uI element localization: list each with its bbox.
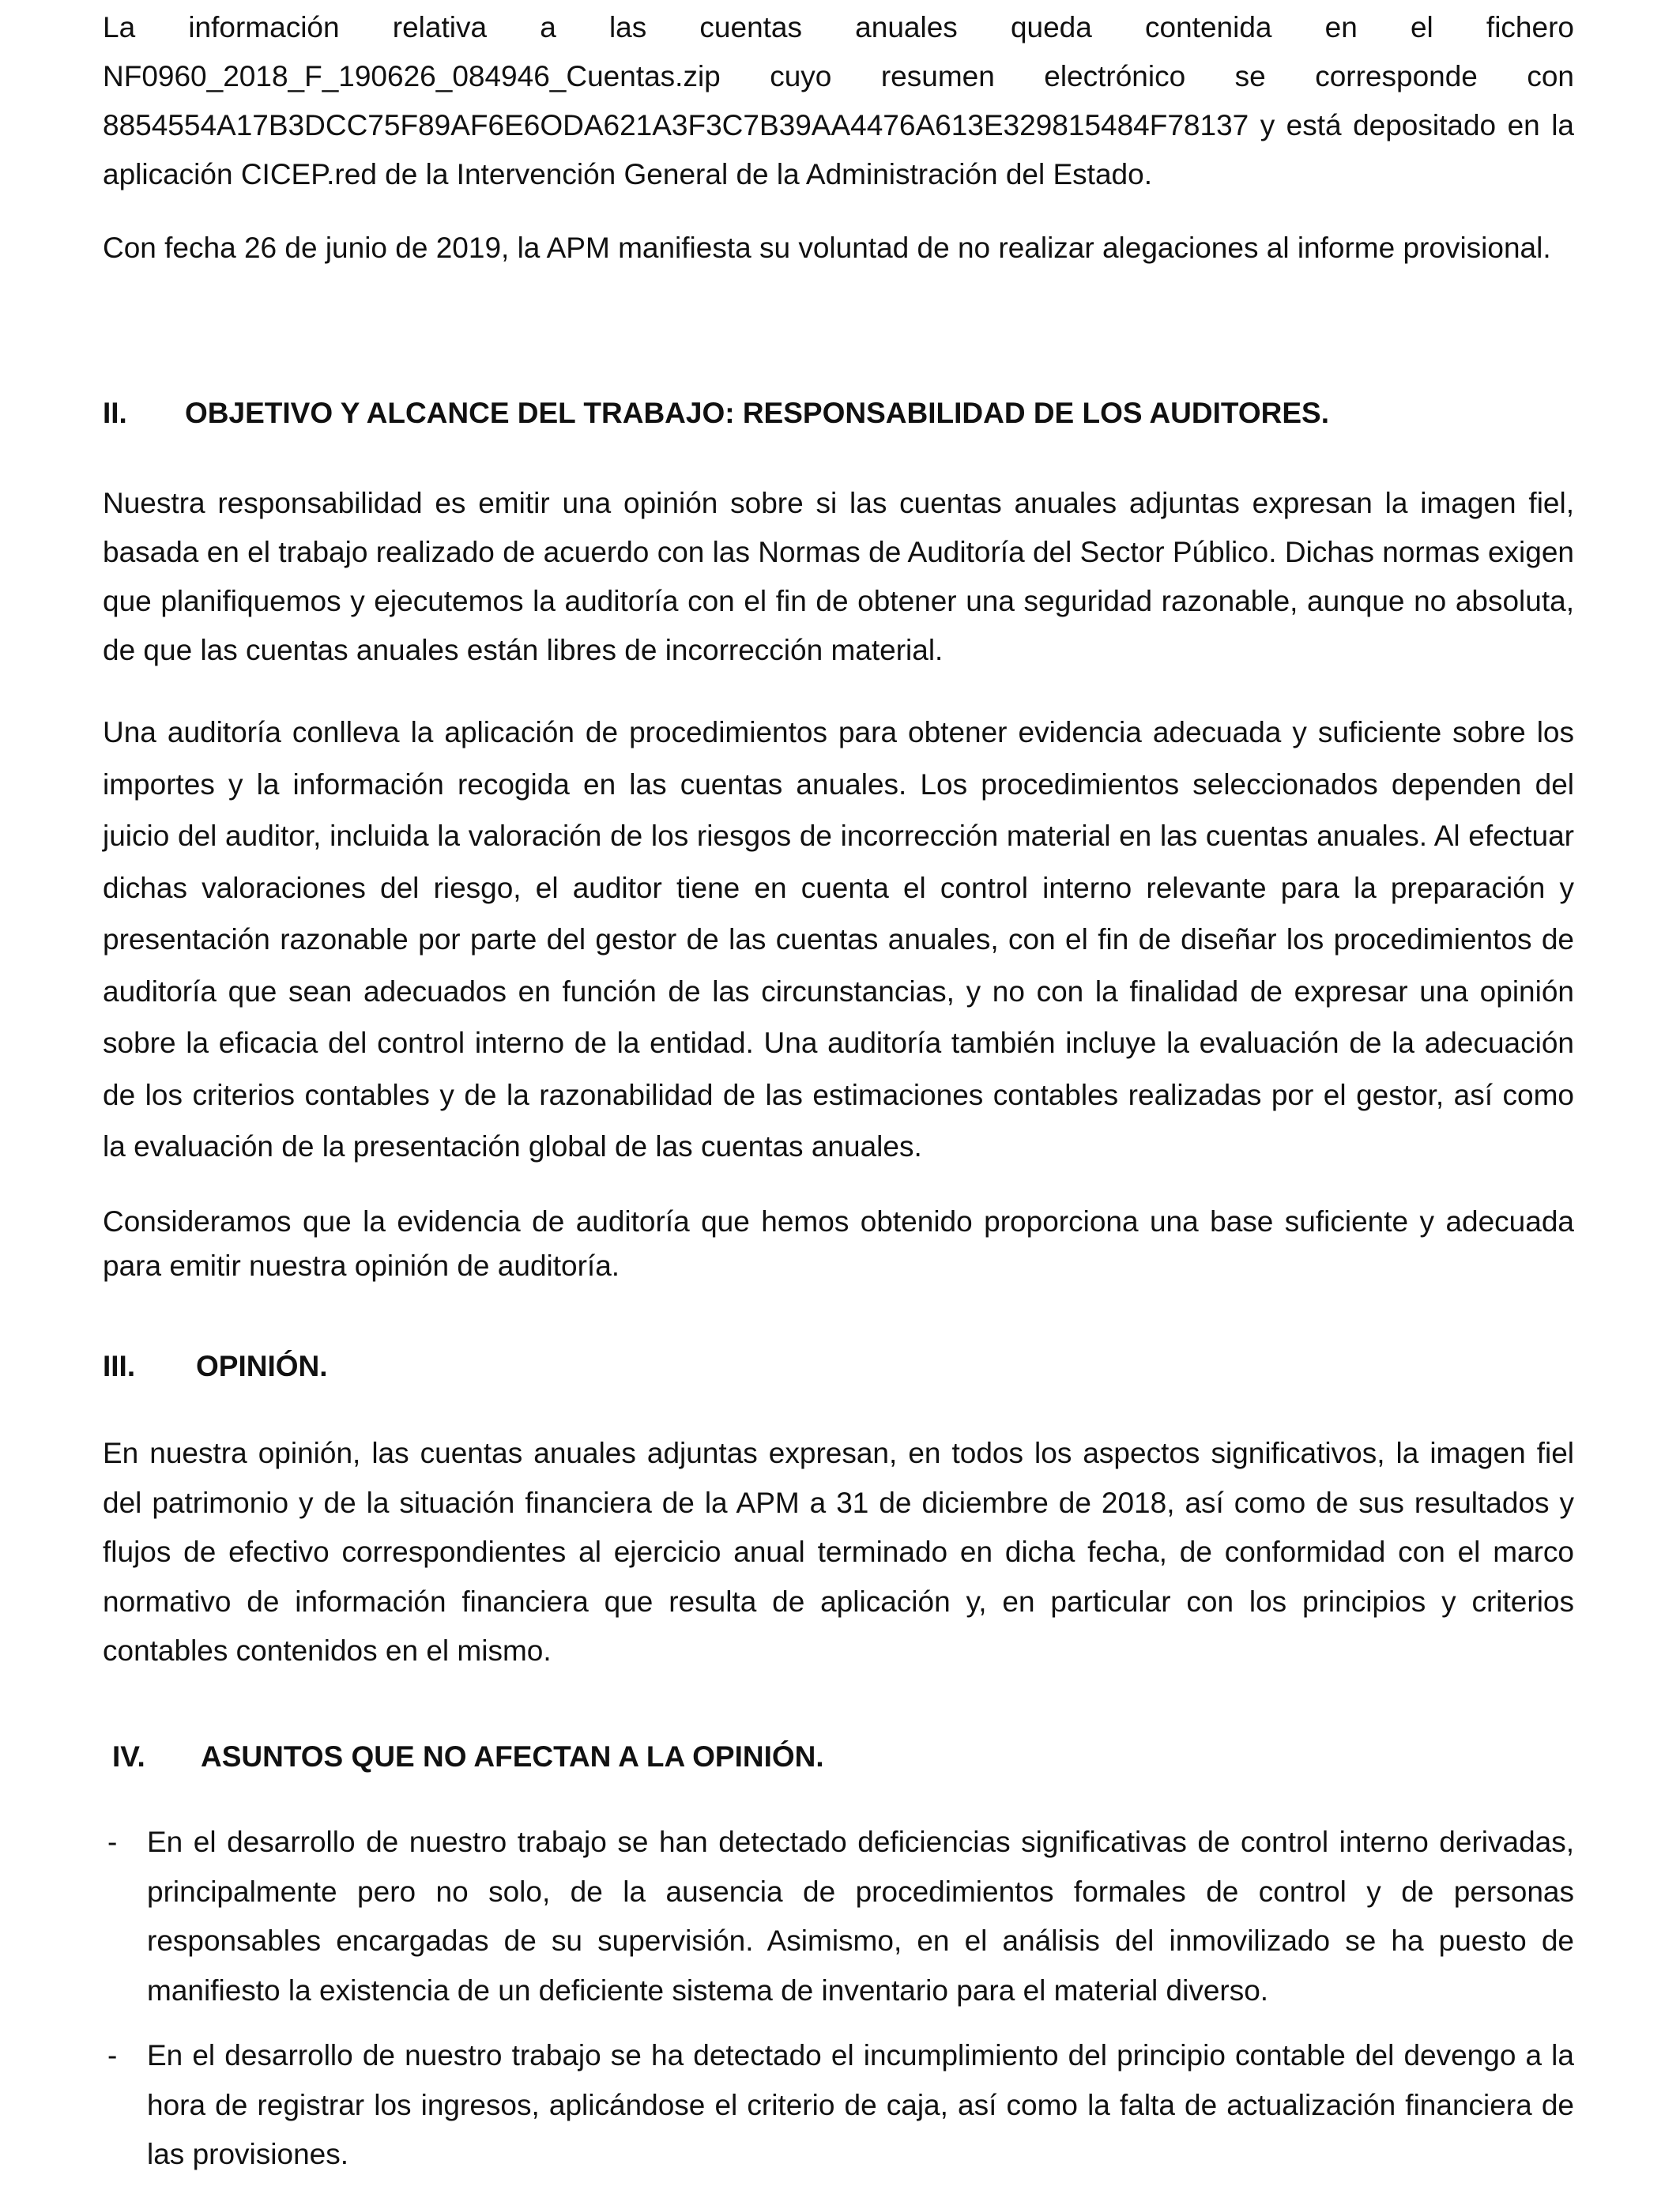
section-number: IV. bbox=[112, 1740, 145, 1773]
section-title: ASUNTOS QUE NO AFECTAN A LA OPINIÓN. bbox=[201, 1740, 824, 1773]
section-title: OBJETIVO Y ALCANCE DEL TRABAJO: RESPONSABILIDAD DE LOS AUDITORES. bbox=[185, 397, 1329, 429]
section-number: II. bbox=[103, 397, 127, 429]
paragraph-auditoria-procedimientos: Una auditoría conlleva la aplicación de procedimientos para obtener evidencia adecuada y suficiente sobre los importes y la información recogida en las cuentas anuales. Los procedimientos seleccionados dependen del juicio del auditor, incluida la valoración de los riesgos de incorrección material en las cuentas anuales. Al efectuar dichas valoraciones del riesgo, el auditor tiene en cuenta el control interno relevante para la preparación y presentación razonable por parte del gestor de las cuentas anuales, con el fin de diseñar los procedimientos de auditoría que sean adecuados en función de las circunstancias, y no con la finalidad de expresar una opinión sobre la eficacia del control interno de la entidad. Una auditoría también incluye la evaluación de la adecuación de los criterios contables y de la razonabilidad de las estimaciones contables realizadas por el gestor, así como la evaluación de la presentación global de las cuentas anuales. bbox=[103, 716, 1574, 1163]
bullet-marker: - bbox=[107, 2039, 118, 2071]
paragraph-responsabilidad: Nuestra responsabilidad es emitir una opinión sobre si las cuentas anuales adjuntas expresan la imagen fiel, basada en el trabajo realizado de acuerdo con las Normas de Auditoría del Sector Público. Dichas normas exigen que planifiquemos y ejecutemos la auditoría con el fin de obtener una seguridad razonable, aunque no absoluta, de que las cuentas anuales están libres de incorrección material. bbox=[103, 487, 1574, 666]
section-heading-objetivo bbox=[103, 397, 1574, 436]
section-number: III. bbox=[103, 1350, 136, 1382]
bullet-text: En el desarrollo de nuestro trabajo se han detectado deficiencias significativas de control interno derivadas, principalmente pero no solo, de la ausencia de procedimientos formales de control y de personas responsables encargadas de su supervisión. Asimismo, en el análisis del inmovilizado se ha puesto de manifiesto la existencia de un deficiente sistema de inventario para el material diverso. bbox=[147, 1826, 1574, 2007]
section-heading-opinion bbox=[103, 1350, 1574, 1389]
bullet-text: En el desarrollo de nuestro trabajo se ha detectado el incumplimiento del principio contable del devengo a la hora de registrar los ingresos, aplicándose el criterio de caja, así como la falta de actualización financiera de las provisiones. bbox=[147, 2039, 1574, 2170]
intro-paragraph-file-info: La información relativa a las cuentas anuales queda contenida en el fichero NF0960_2018_F_190626_084946_Cuentas.zip cuyo resumen electrónico se corresponde con 8854554A17B3DCC75F89AF6E6ODA621A3F3C7B39AA4476A613E329815484F78137 y está depositado en la aplicación CICEP.red de la Intervención General de la Administración del Estado. bbox=[103, 11, 1574, 190]
bullet-marker: - bbox=[107, 1826, 118, 1858]
paragraph-opinion: En nuestra opinión, las cuentas anuales adjuntas expresan, en todos los aspectos significativos, la imagen fiel del patrimonio y de la situación financiera de la APM a 31 de diciembre de 2018, así como de sus resultados y flujos de efectivo correspondientes al ejercicio anual terminado en dicha fecha, de conformidad con el marco normativo de información financiera que resulta de aplicación y, en particular con los principios y criterios contables contenidos en el mismo. bbox=[103, 1437, 1574, 1667]
intro-paragraph-allegations: Con fecha 26 de junio de 2019, la APM manifiesta su voluntad de no realizar alegaciones al informe provisional. bbox=[103, 232, 1551, 264]
paragraph-evidencia: Consideramos que la evidencia de auditoría que hemos obtenido proporciona una base suficiente y adecuada para emitir nuestra opinión de auditoría. bbox=[103, 1205, 1574, 1282]
section-title: OPINIÓN. bbox=[196, 1350, 328, 1382]
section-heading-asuntos bbox=[112, 1740, 1574, 1780]
